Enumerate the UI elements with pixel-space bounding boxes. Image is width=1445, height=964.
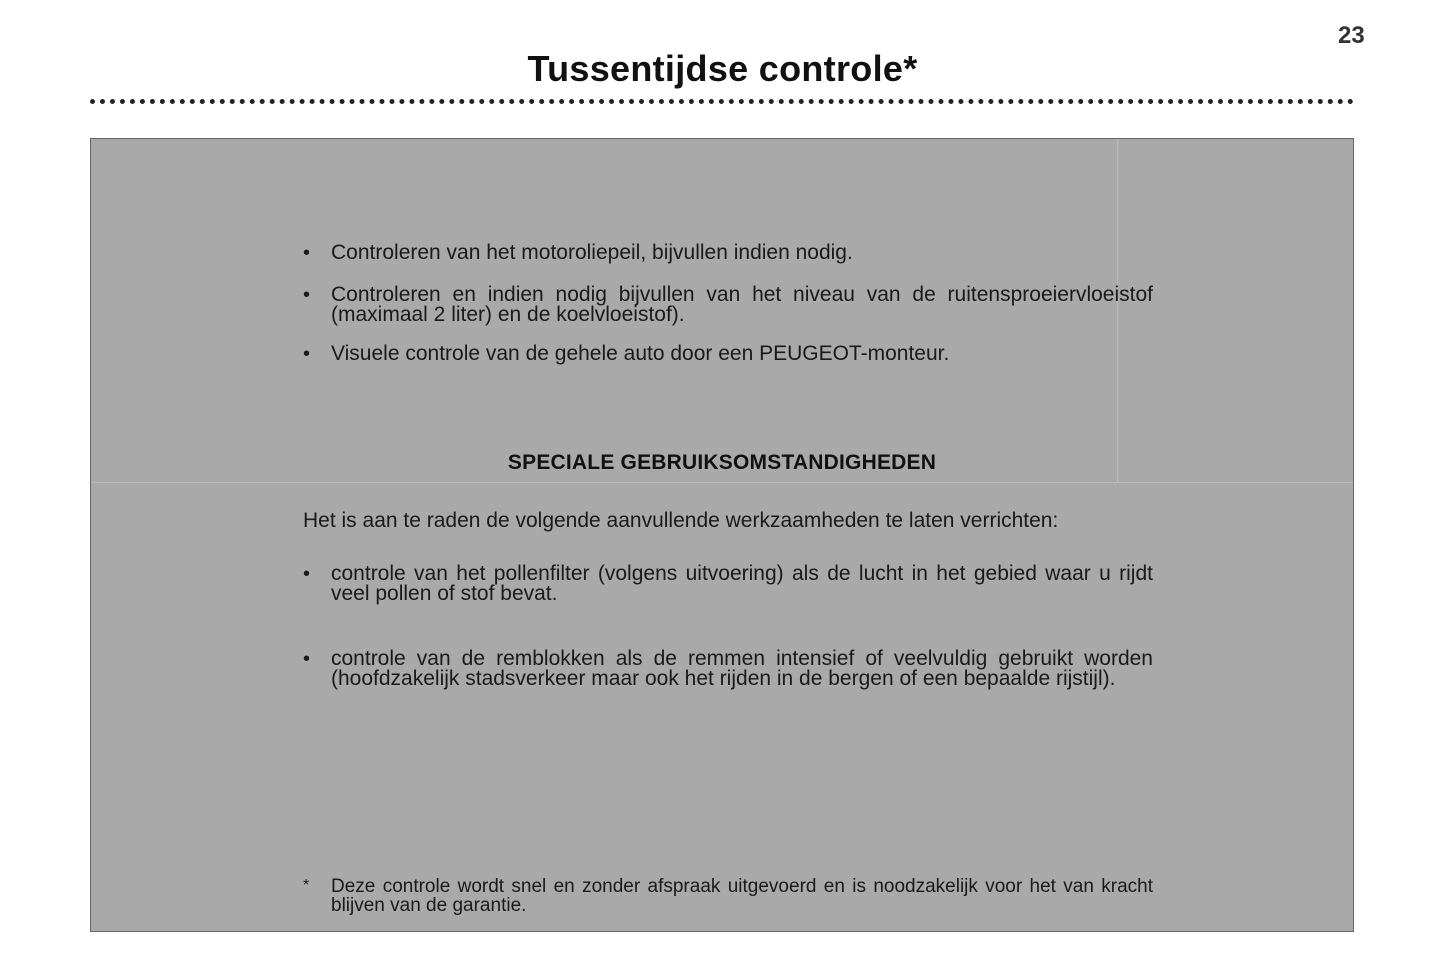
footnote-text: Deze controle wordt snel en zonder afspraak uitgevoerd en is noodzakelijk voor het van kracht blijven van de garantie. [331, 876, 1153, 916]
bullet-icon: • [303, 284, 311, 306]
special-item-2 [303, 649, 1153, 689]
check-item-3 [303, 344, 1153, 364]
section-heading: SPECIALE GEBRUIKSOMSTANDIGHEDEN [507, 451, 937, 474]
bullet-icon: • [303, 343, 311, 365]
check-item-2 [303, 285, 1153, 325]
panel-seam-horizontal [91, 482, 1353, 483]
bullet-icon: • [303, 563, 311, 585]
footnote-mark: * [303, 877, 310, 894]
check-item-1 [303, 243, 1153, 263]
check-text: Controleren en indien nodig bijvullen van het niveau van de ruitensproeiervloeistof (maximaal 2 liter) en de koelvloeistof). [331, 283, 1153, 326]
page-number: 23 [1338, 22, 1365, 49]
page-title: Tussentijdse controle* [527, 48, 918, 89]
special-text: controle van de remblokken als de remmen intensief of veelvuldig gebruikt worden (hoofdzakelijk stadsverkeer maar ook het rijden in de bergen of een bepaalde rijstijl). [331, 647, 1153, 690]
dotted-divider [90, 99, 1354, 104]
grey-panel [90, 138, 1354, 932]
bullet-icon: • [303, 242, 311, 264]
special-item-1 [303, 564, 1153, 604]
special-text: controle van het pollenfilter (volgens uitvoering) als de lucht in het gebied waar u rijdt veel pollen of stof bevat. [331, 562, 1153, 605]
check-text: Visuele controle van de gehele auto door een PEUGEOT-monteur. [331, 342, 950, 365]
footnote [303, 877, 1153, 915]
check-text: Controleren van het motoroliepeil, bijvullen indien nodig. [331, 241, 853, 264]
special-intro: Het is aan te raden de volgende aanvullende werkzaamheden te laten verrichten: [303, 509, 1059, 532]
bullet-icon: • [303, 648, 311, 670]
